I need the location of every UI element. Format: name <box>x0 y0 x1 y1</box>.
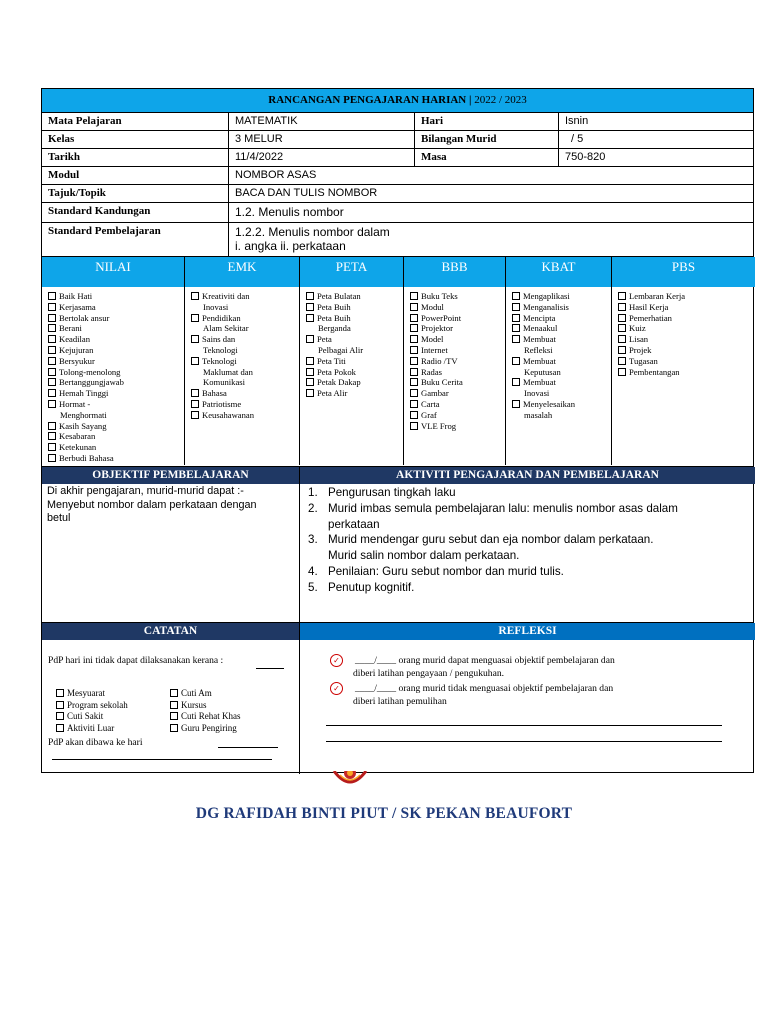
learning-standard-line-1: 1.2.2. Menulis nombor dalam <box>235 225 390 239</box>
time-label: Masa <box>415 149 559 166</box>
checklist-item[interactable]: Carta <box>410 399 505 410</box>
checkbox-icon[interactable] <box>56 712 64 720</box>
checkbox-icon[interactable] <box>306 357 314 365</box>
checklist-item[interactable]: Buku Teks <box>410 291 505 302</box>
catatan-intro: PdP hari ini tidak dapat dilaksanakan kerana : <box>48 655 224 666</box>
objective-header: OBJEKTIF PEMBELAJARAN <box>42 467 300 484</box>
row-learning-standard <box>42 223 753 257</box>
checklist-item[interactable]: Teknologi <box>191 356 299 367</box>
checkbox-icon[interactable] <box>191 335 199 343</box>
checklist-item[interactable]: Bahasa <box>191 388 299 399</box>
checklist-item[interactable]: Gambar <box>410 388 505 399</box>
checkbox-icon[interactable] <box>410 378 418 386</box>
students-value[interactable]: / 5 <box>571 133 584 145</box>
checklist-item-continued: Alam Sekitar <box>203 323 249 334</box>
kbat-list <box>506 287 612 465</box>
catatan-refleksi-body <box>42 640 753 774</box>
checkbox-icon[interactable] <box>512 357 520 365</box>
activity-header: AKTIVITI PENGAJARAN DAN PEMBELAJARAN <box>300 467 755 484</box>
checkbox-icon[interactable] <box>191 357 199 365</box>
checklist-item[interactable]: Membuat <box>512 334 611 345</box>
checklist-item[interactable]: Bertanggungjawab <box>48 377 184 388</box>
checklist-item[interactable]: Membuat <box>512 356 611 367</box>
checklist-item-continued: Inovasi <box>203 301 229 312</box>
refleksi-item-continued: diberi latihan pemulihan <box>353 696 447 707</box>
refleksi-body <box>300 640 755 774</box>
checkbox-icon[interactable] <box>306 335 314 343</box>
learning-standard-line-2: i. angka ii. perkataan <box>235 239 346 253</box>
checkbox-icon[interactable] <box>618 335 626 343</box>
checkbox-icon[interactable] <box>306 303 314 311</box>
refleksi-item[interactable]: ✓ ____/____ orang murid tidak menguasai objektif pembelajaran dan <box>330 682 613 695</box>
checklist-item[interactable]: Radas <box>410 367 505 378</box>
checkbox-icon[interactable] <box>191 292 199 300</box>
module-value[interactable]: NOMBOR ASAS <box>235 169 317 181</box>
checkbox-icon[interactable] <box>618 292 626 300</box>
checklist-item-continued: Teknologi <box>203 344 238 355</box>
catatan-carry-label: PdP akan dibawa ke hari <box>48 737 143 748</box>
checkbox-icon[interactable] <box>191 389 199 397</box>
checkbox-icon[interactable] <box>306 292 314 300</box>
activity-item: 3. Murid mendengar guru sebut dan eja nombor dalam perkataan. <box>308 533 654 547</box>
checklist-item[interactable]: Kejujuran <box>48 345 184 356</box>
row-content-standard <box>42 203 753 223</box>
activity-list[interactable] <box>300 484 755 622</box>
checklist-item[interactable]: Keusahawanan <box>191 410 299 421</box>
objective-text[interactable] <box>42 484 300 622</box>
checklist-item-continued: Maklumat dan <box>203 366 253 377</box>
checklist-item[interactable]: Ketekunan <box>48 442 184 453</box>
objective-activity-body <box>42 484 753 623</box>
checklist-item[interactable]: Projektor <box>410 323 505 334</box>
checklist-item[interactable]: Peta Alir <box>306 388 403 399</box>
checkbox-icon[interactable] <box>48 422 56 430</box>
nilai-list <box>42 287 185 465</box>
row-module <box>42 167 753 185</box>
checkbox-icon[interactable] <box>48 303 56 311</box>
checklist-item[interactable]: Internet <box>410 345 505 356</box>
catatan-option[interactable]: Cuti Sakit <box>56 711 128 723</box>
checklist-item-continued: Refleksi <box>524 344 553 355</box>
plan-title: RANCANGAN PENGAJARAN HARIAN <box>268 94 467 106</box>
checklist-item-continued: Keputusan <box>524 366 561 377</box>
catatan-refleksi-header-row <box>42 623 753 640</box>
objective-line-1: Di akhir pengajaran, murid-murid dapat :- <box>47 485 244 497</box>
activity-item: 2. Murid imbas semula pembelajaran lalu: menulis nombor asas dalam <box>308 501 678 515</box>
refleksi-notes-line[interactable] <box>326 725 722 726</box>
checklist-item[interactable]: Mencipta <box>512 313 611 324</box>
catatan-notes-line[interactable] <box>52 759 272 760</box>
bbb-list <box>404 287 506 465</box>
checklist-item[interactable]: Projek <box>618 345 755 356</box>
catatan-right-options <box>170 688 241 734</box>
checkbox-icon[interactable] <box>170 689 178 697</box>
checklist-item[interactable]: Peta Buih <box>306 302 403 313</box>
school-crest-icon <box>330 771 370 787</box>
checkbox-icon[interactable] <box>410 346 418 354</box>
checklist-item[interactable]: Peta Pokok <box>306 367 403 378</box>
checklist-item[interactable]: Sains dan <box>191 334 299 345</box>
checklist-item[interactable]: Menaakul <box>512 323 611 334</box>
footer-teacher-school: DG RAFIDAH BINTI PIUT / SK PEKAN BEAUFORT <box>195 805 573 822</box>
topic-label: Tajuk/Topik <box>42 185 229 202</box>
checklist-item-continued: Inovasi <box>524 388 550 399</box>
checklist-item-continued: masalah <box>524 409 553 420</box>
checklist-item[interactable]: Hemah Tinggi <box>48 388 184 399</box>
checklist-item[interactable]: Tugasan <box>618 356 755 367</box>
objective-activity-header-row <box>42 467 753 484</box>
row-date <box>42 149 753 167</box>
checklist-item[interactable]: Model <box>410 334 505 345</box>
row-topic <box>42 185 753 203</box>
checkbox-icon[interactable] <box>56 724 64 732</box>
date-label: Tarikh <box>42 149 229 166</box>
checklist-item[interactable]: Radio /TV <box>410 356 505 367</box>
checkbox-icon[interactable] <box>48 335 56 343</box>
row-subject <box>42 113 753 131</box>
checkbox-icon[interactable] <box>512 378 520 386</box>
day-value[interactable]: Isnin <box>565 115 589 127</box>
checkbox-icon[interactable] <box>410 324 418 332</box>
checkbox-icon[interactable] <box>48 389 56 397</box>
refleksi-notes-line[interactable] <box>326 741 722 742</box>
checkbox-icon[interactable] <box>56 701 64 709</box>
checklist-item[interactable]: PowerPoint <box>410 313 505 324</box>
checkbox-icon[interactable] <box>618 357 626 365</box>
activity-item: 5. Penutup kognitif. <box>308 580 415 594</box>
checkbox-icon[interactable] <box>512 400 520 408</box>
row-class <box>42 131 753 149</box>
activity-item: 4. Penilaian: Guru sebut nombor dan murid tulis. <box>308 564 564 578</box>
class-label: Kelas <box>42 131 229 148</box>
checklist-item[interactable]: Bersyukur <box>48 356 184 367</box>
checklist-item[interactable]: Lembaran Kerja <box>618 291 755 302</box>
lesson-plan-sheet <box>41 88 754 773</box>
subject-label: Mata Pelajaran <box>42 113 229 130</box>
checklist-item[interactable]: Menganalisis <box>512 302 611 313</box>
catatan-left-options <box>56 688 128 734</box>
checklist-item-continued: Menghormati <box>60 409 107 420</box>
checklist-item[interactable]: Peta <box>306 334 403 345</box>
checkbox-icon[interactable] <box>191 314 199 322</box>
nilai-header: NILAI <box>42 257 185 287</box>
checklist-item[interactable]: Membuat <box>512 377 611 388</box>
emk-list <box>185 287 300 465</box>
checkbox-icon[interactable] <box>48 454 56 462</box>
topic-value[interactable]: BACA DAN TULIS NOMBOR <box>235 187 378 199</box>
checkbox-icon[interactable] <box>410 400 418 408</box>
checkbox-icon[interactable] <box>306 368 314 376</box>
checklist-item[interactable]: Pendidikan <box>191 313 299 324</box>
checkbox-icon[interactable] <box>48 432 56 440</box>
catatan-header: CATATAN <box>42 623 300 640</box>
checkbox-icon[interactable] <box>618 368 626 376</box>
checkbox-icon[interactable] <box>410 335 418 343</box>
checkbox-icon[interactable] <box>410 357 418 365</box>
checkbox-icon[interactable] <box>618 346 626 354</box>
checkbox-icon[interactable] <box>48 378 56 386</box>
pbs-header: PBS <box>612 257 755 287</box>
checkbox-icon[interactable] <box>48 357 56 365</box>
checkbox-icon[interactable] <box>512 292 520 300</box>
checklist-item-continued: Komunikasi <box>203 377 246 388</box>
kbat-header: KBAT <box>506 257 612 287</box>
students-label: Bilangan Murid <box>415 131 559 148</box>
checkbox-icon[interactable] <box>306 378 314 386</box>
checklist-item[interactable]: Berbudi Bahasa <box>48 453 184 464</box>
checklist-item[interactable]: Berani <box>48 323 184 334</box>
checklist-section <box>42 257 753 467</box>
checkbox-icon[interactable] <box>306 314 314 322</box>
checklist-item[interactable]: Patriotisme <box>191 399 299 410</box>
checklist-item-continued: Berganda <box>318 323 351 334</box>
checkbox-icon[interactable] <box>512 324 520 332</box>
checkbox-icon[interactable] <box>410 411 418 419</box>
checkbox-icon[interactable] <box>512 303 520 311</box>
checklist-item[interactable]: Pembentangan <box>618 367 755 378</box>
checkbox-icon[interactable] <box>48 346 56 354</box>
checklist-item[interactable]: Keadilan <box>48 334 184 345</box>
checklist-item[interactable]: Lisan <box>618 334 755 345</box>
checkbox-icon[interactable] <box>170 712 178 720</box>
catatan-body <box>42 640 300 774</box>
time-value[interactable]: 750-820 <box>565 151 606 163</box>
refleksi-item[interactable]: ✓ ____/____ orang murid dapat menguasai objektif pembelajaran dan <box>330 654 615 667</box>
checkbox-icon[interactable] <box>48 324 56 332</box>
learning-standard-label: Standard Pembelajaran <box>42 223 229 256</box>
objective-line-2: Menyebut nombor dalam perkataan dengan <box>47 498 257 511</box>
subject-value[interactable]: MATEMATIK <box>229 113 415 130</box>
checkbox-icon[interactable] <box>512 314 520 322</box>
plan-title-separator: | <box>469 94 472 106</box>
check-circle-icon: ✓ <box>330 654 343 667</box>
checkbox-icon[interactable] <box>618 303 626 311</box>
class-value[interactable]: 3 MELUR <box>229 131 415 148</box>
checkbox-icon[interactable] <box>48 443 56 451</box>
checkbox-icon[interactable] <box>56 689 64 697</box>
content-standard-value[interactable]: 1.2. Menulis nombor <box>235 205 344 219</box>
catatan-option[interactable]: Cuti Am <box>170 688 241 700</box>
checkbox-icon[interactable] <box>170 724 178 732</box>
checklist-item[interactable]: VLE Frog <box>410 421 505 432</box>
checklist-item[interactable]: Tolong-menolong <box>48 367 184 378</box>
catatan-option[interactable]: Kursus <box>170 700 241 712</box>
pbs-list <box>612 287 755 465</box>
checkbox-icon[interactable] <box>191 411 199 419</box>
checkbox-icon[interactable] <box>48 368 56 376</box>
checklist-item[interactable]: Hormat - <box>48 399 184 410</box>
checkbox-icon[interactable] <box>410 368 418 376</box>
checklist-item[interactable]: Graf <box>410 410 505 421</box>
carry-day-line[interactable] <box>218 747 278 748</box>
checklist-item[interactable]: Modul <box>410 302 505 313</box>
checkbox-icon[interactable] <box>410 303 418 311</box>
peta-header: PETA <box>300 257 404 287</box>
module-label: Modul <box>42 167 229 184</box>
checklist-item[interactable]: Pemerhatian <box>618 313 755 324</box>
catatan-option[interactable]: Aktiviti Luar <box>56 723 128 735</box>
checklist-item[interactable]: Kerjasama <box>48 302 184 313</box>
checkbox-icon[interactable] <box>170 701 178 709</box>
checklist-item[interactable]: Kreativiti dan <box>191 291 299 302</box>
refleksi-header: REFLEKSI <box>300 623 755 640</box>
day-label: Hari <box>415 113 559 130</box>
catatan-option[interactable]: Guru Pengiring <box>170 723 241 735</box>
checkbox-icon[interactable] <box>48 292 56 300</box>
content-standard-label: Standard Kandungan <box>42 203 229 222</box>
bbb-header: BBB <box>404 257 506 287</box>
peta-list <box>300 287 404 465</box>
objective-line-3: betul <box>47 512 71 524</box>
checkbox-icon[interactable] <box>512 335 520 343</box>
date-value[interactable]: 11/4/2022 <box>229 149 415 166</box>
checklist-item[interactable]: Peta Buih <box>306 313 403 324</box>
catatan-option[interactable]: Program sekolah <box>56 700 128 712</box>
activity-item-continued: Murid salin nombor dalam perkataan. <box>328 549 520 563</box>
checkbox-icon[interactable] <box>48 314 56 322</box>
checkbox-icon[interactable] <box>191 400 199 408</box>
catatan-reason-line[interactable] <box>256 668 284 669</box>
checklist-item[interactable]: Bertolak ansur <box>48 313 184 324</box>
checklist-item-continued: Pelbagai Alir <box>318 344 364 355</box>
checklist-item[interactable]: Kuiz <box>618 323 755 334</box>
checkbox-icon[interactable] <box>618 314 626 322</box>
checklist-item[interactable]: Buku Cerita <box>410 377 505 388</box>
checklist-item[interactable]: Kasih Sayang <box>48 421 184 432</box>
emk-header: EMK <box>185 257 300 287</box>
refleksi-item-continued: diberi latihan pengayaan / pengukuhan. <box>353 668 505 679</box>
check-circle-icon: ✓ <box>330 682 343 695</box>
checklist-item[interactable]: Peta Bulatan <box>306 291 403 302</box>
checkbox-icon[interactable] <box>410 422 418 430</box>
academic-year: 2022 / 2023 <box>474 94 527 106</box>
checklist-item[interactable]: Menyelesaikan <box>512 399 611 410</box>
catatan-option[interactable]: Cuti Rehat Khas <box>170 711 241 723</box>
checkbox-icon[interactable] <box>618 324 626 332</box>
checklist-item[interactable]: Baik Hati <box>48 291 184 302</box>
checklist-item[interactable]: Mengaplikasi <box>512 291 611 302</box>
checkbox-icon[interactable] <box>410 389 418 397</box>
checkbox-icon[interactable] <box>410 292 418 300</box>
checklist-item[interactable]: Kesabaran <box>48 431 184 442</box>
checkbox-icon[interactable] <box>48 400 56 408</box>
checklist-item[interactable]: Peta Titi <box>306 356 403 367</box>
checkbox-icon[interactable] <box>410 314 418 322</box>
plan-title-bar <box>42 89 753 113</box>
checklist-item[interactable]: Petak Dakap <box>306 377 403 388</box>
checkbox-icon[interactable] <box>306 389 314 397</box>
activity-item-continued: perkataan <box>328 517 380 531</box>
learning-standard-value[interactable] <box>229 223 755 256</box>
activity-item: 1. Pengurusan tingkah laku <box>308 486 456 499</box>
catatan-option[interactable]: Mesyuarat <box>56 688 128 700</box>
checklist-item[interactable]: Hasil Kerja <box>618 302 755 313</box>
